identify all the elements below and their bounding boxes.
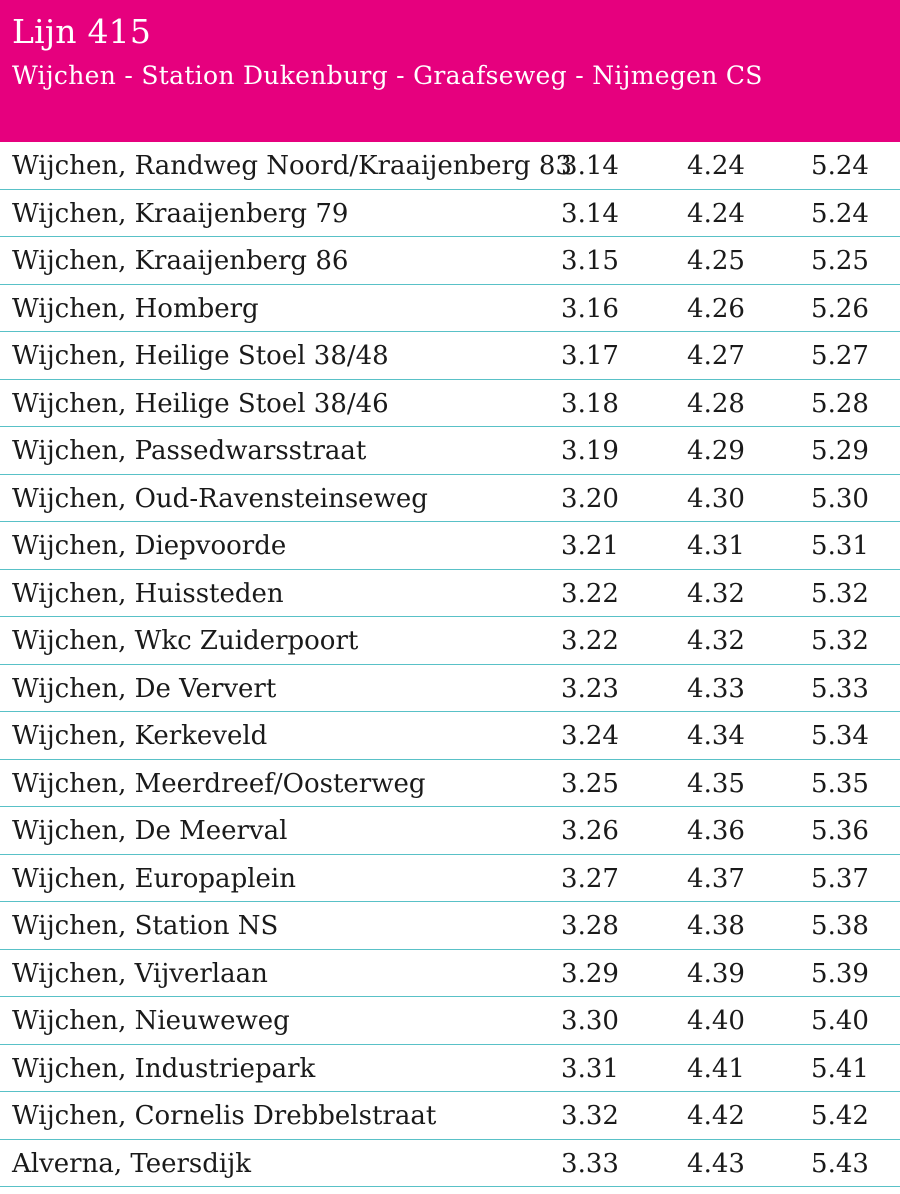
- stop-name: Wijchen, Kerkeveld: [12, 721, 268, 751]
- departure-time: 5.41: [811, 1053, 869, 1084]
- stop-name: Wijchen, Wkc Zuiderpoort: [12, 626, 359, 656]
- departure-time: 5.31: [811, 531, 869, 561]
- departure-time: 3.24: [561, 721, 619, 751]
- departure-time: 4.27: [687, 341, 745, 371]
- route-description: Wijchen - Station Dukenburg - Graafseweg - Nijmegen CS: [12, 61, 763, 90]
- stop-name: Wijchen, Vijverlaan: [12, 958, 268, 989]
- timetable-row: [0, 807, 900, 855]
- departure-time: 5.24: [811, 151, 869, 181]
- timetable-row: [0, 237, 900, 285]
- departure-time: 3.18: [561, 388, 619, 419]
- departure-time: 5.39: [811, 958, 869, 989]
- departure-time: 4.41: [687, 1053, 745, 1084]
- stop-name: Wijchen, Randweg Noord/Kraaijenberg 83: [12, 151, 572, 181]
- stop-name: Wijchen, Kraaijenberg 86: [12, 246, 349, 276]
- departure-time: 5.27: [811, 341, 869, 371]
- departure-time: 4.32: [687, 626, 745, 656]
- timetable-row: [0, 665, 900, 713]
- departure-time: 5.33: [811, 673, 869, 704]
- departure-time: 4.38: [687, 911, 745, 941]
- departure-time: 4.43: [687, 1148, 745, 1179]
- stop-name: Wijchen, Heilige Stoel 38/46: [12, 388, 389, 419]
- timetable-row: [0, 190, 900, 238]
- departure-time: 5.25: [811, 246, 869, 276]
- timetable-row: [0, 522, 900, 570]
- timetable-row: [0, 380, 900, 428]
- timetable-row: [0, 902, 900, 950]
- departure-time: 4.28: [687, 388, 745, 419]
- departure-time: 4.30: [687, 483, 745, 514]
- departure-time: 5.30: [811, 483, 869, 514]
- stop-name: Wijchen, Oud-Ravensteinseweg: [12, 483, 428, 514]
- timetable-row: [0, 570, 900, 618]
- departure-time: 3.22: [561, 626, 619, 656]
- timetable-row: [0, 475, 900, 523]
- departure-time: 5.34: [811, 721, 869, 751]
- departure-time: 3.31: [561, 1053, 619, 1084]
- departure-time: 4.40: [687, 1006, 745, 1036]
- departure-time: 3.29: [561, 958, 619, 989]
- stop-name: Wijchen, De Ververt: [12, 673, 277, 704]
- departure-time: 3.14: [561, 198, 619, 229]
- timetable-row: [0, 760, 900, 808]
- stop-name: Wijchen, Diepvoorde: [12, 531, 287, 561]
- line-title: Lijn 415: [12, 12, 152, 51]
- departure-time: 3.33: [561, 1148, 619, 1179]
- stop-name: Wijchen, Cornelis Drebbelstraat: [12, 1101, 437, 1131]
- departure-time: 5.38: [811, 911, 869, 941]
- departure-time: 3.30: [561, 1006, 619, 1036]
- departure-time: 3.23: [561, 673, 619, 704]
- departure-time: 4.34: [687, 721, 745, 751]
- departure-time: 4.36: [687, 816, 745, 846]
- departure-time: 4.35: [687, 768, 745, 799]
- departure-time: 5.37: [811, 863, 869, 894]
- timetable-row: [0, 712, 900, 760]
- departure-time: 3.21: [561, 531, 619, 561]
- timetable-row: [0, 285, 900, 333]
- stop-name: Wijchen, Nieuweweg: [12, 1006, 290, 1036]
- departure-time: 3.19: [561, 436, 619, 466]
- stop-name: Wijchen, Meerdreef/Oosterweg: [12, 768, 426, 799]
- departure-time: 4.31: [687, 531, 745, 561]
- departure-time: 3.27: [561, 863, 619, 894]
- departure-time: 5.36: [811, 816, 869, 846]
- timetable-row: [0, 950, 900, 998]
- stop-name: Wijchen, Industriepark: [12, 1053, 316, 1084]
- departure-time: 5.28: [811, 388, 869, 419]
- departure-time: 4.42: [687, 1101, 745, 1131]
- departure-time: 4.39: [687, 958, 745, 989]
- stop-name: Wijchen, Kraaijenberg 79: [12, 198, 349, 229]
- departure-time: 4.33: [687, 673, 745, 704]
- departure-time: 5.32: [811, 578, 869, 609]
- departure-time: 3.25: [561, 768, 619, 799]
- departure-time: 5.29: [811, 436, 869, 466]
- timetable-row: [0, 1092, 900, 1140]
- timetable-row: [0, 1045, 900, 1093]
- stop-name: Alverna, Teersdijk: [12, 1148, 252, 1179]
- stop-name: Wijchen, Passedwarsstraat: [12, 436, 367, 466]
- departure-time: 3.17: [561, 341, 619, 371]
- departure-time: 5.35: [811, 768, 869, 799]
- departure-time: 5.40: [811, 1006, 869, 1036]
- departure-time: 3.28: [561, 911, 619, 941]
- departure-time: 5.32: [811, 626, 869, 656]
- timetable-row: [0, 997, 900, 1045]
- timetable-row: [0, 1140, 900, 1188]
- timetable-row: [0, 855, 900, 903]
- departure-time: 4.25: [687, 246, 745, 276]
- departure-time: 4.29: [687, 436, 745, 466]
- departure-time: 3.16: [561, 293, 619, 324]
- timetable-row: [0, 617, 900, 665]
- stop-name: Wijchen, Homberg: [12, 293, 259, 324]
- stop-name: Wijchen, Europaplein: [12, 863, 296, 894]
- departure-time: 5.43: [811, 1148, 869, 1179]
- departure-time: 4.37: [687, 863, 745, 894]
- departure-time: 5.42: [811, 1101, 869, 1131]
- line-header: [0, 0, 900, 142]
- departure-time: 3.14: [561, 151, 619, 181]
- departure-time: 3.20: [561, 483, 619, 514]
- departure-time: 5.26: [811, 293, 869, 324]
- departure-time: 4.24: [687, 151, 745, 181]
- timetable-row: [0, 142, 900, 190]
- timetable: [0, 142, 900, 1187]
- departure-time: 4.26: [687, 293, 745, 324]
- stop-name: Wijchen, Station NS: [12, 911, 279, 941]
- timetable-row: [0, 427, 900, 475]
- departure-time: 5.24: [811, 198, 869, 229]
- stop-name: Wijchen, Huissteden: [12, 578, 284, 609]
- departure-time: 3.15: [561, 246, 619, 276]
- departure-time: 3.22: [561, 578, 619, 609]
- timetable-row: [0, 332, 900, 380]
- departure-time: 3.26: [561, 816, 619, 846]
- departure-time: 4.24: [687, 198, 745, 229]
- stop-name: Wijchen, Heilige Stoel 38/48: [12, 341, 389, 371]
- departure-time: 4.32: [687, 578, 745, 609]
- departure-time: 3.32: [561, 1101, 619, 1131]
- stop-name: Wijchen, De Meerval: [12, 816, 288, 846]
